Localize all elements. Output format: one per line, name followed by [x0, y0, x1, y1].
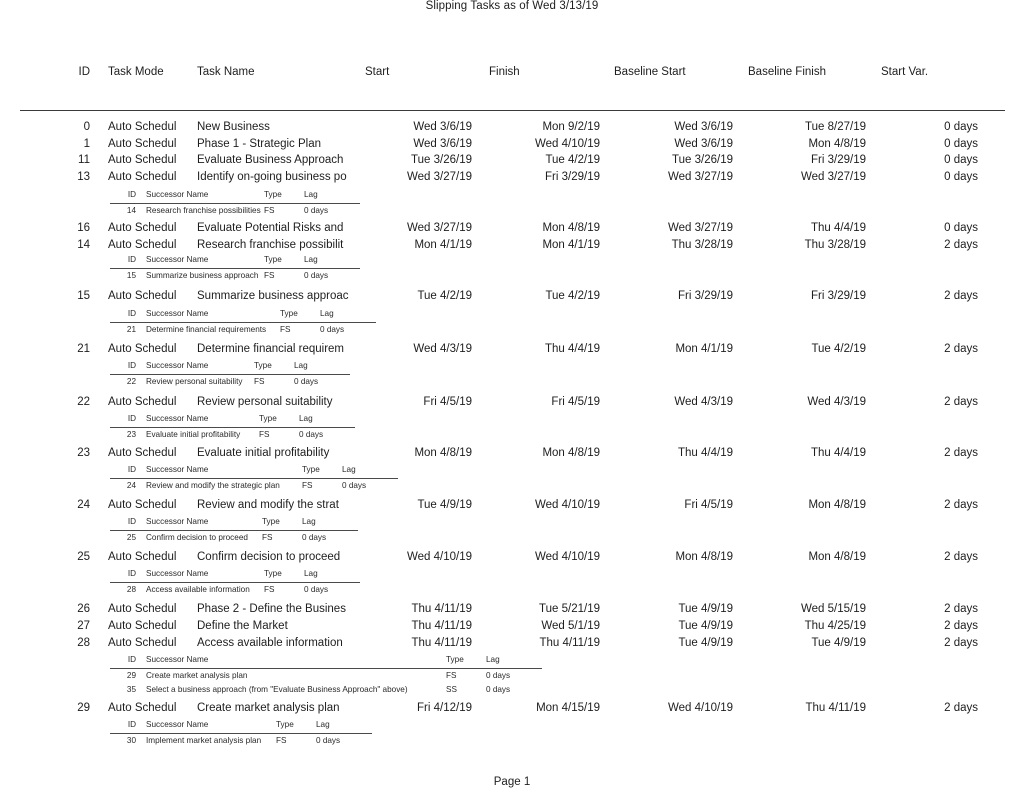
task-finish: Thu 4/11/19 — [539, 637, 600, 649]
task-baseline-finish: Thu 4/25/19 — [804, 620, 866, 632]
task-mode: Auto Schedul — [108, 702, 177, 714]
task-baseline-finish: Mon 4/8/19 — [808, 138, 866, 150]
task-start: Thu 4/11/19 — [411, 603, 472, 615]
task-row[interactable] — [0, 498, 1024, 515]
successor-column-header-name: Successor Name — [146, 255, 209, 264]
successor-lag: 0 days — [304, 585, 329, 594]
task-baseline-start: Fri 3/29/19 — [678, 290, 733, 302]
task-mode: Auto Schedul — [108, 222, 177, 234]
task-name: Identify on-going business po — [197, 171, 347, 183]
successor-column-header-id: ID — [127, 517, 136, 526]
task-id: 26 — [77, 603, 90, 615]
successor-name: Review personal suitability — [146, 377, 243, 386]
successor-table-header — [110, 188, 360, 204]
successor-column-header-name: Successor Name — [146, 569, 209, 578]
task-start-var: 2 days — [944, 620, 978, 632]
successor-lag: 0 days — [486, 685, 511, 694]
successor-table-header — [110, 253, 360, 269]
task-start: Thu 4/11/19 — [411, 637, 472, 649]
task-baseline-start: Fri 4/5/19 — [684, 499, 733, 511]
task-start-var: 0 days — [944, 171, 978, 183]
task-start-var: 0 days — [944, 121, 978, 133]
column-header-task-name: Task Name — [197, 66, 255, 78]
task-finish: Wed 4/10/19 — [534, 551, 600, 563]
successor-type: FS — [262, 533, 273, 542]
task-finish: Fri 3/29/19 — [545, 171, 600, 183]
task-baseline-finish: Wed 5/15/19 — [800, 603, 866, 615]
successor-id: 15 — [126, 271, 136, 280]
successor-column-header-type: Type — [254, 361, 272, 370]
successor-column-header-name: Successor Name — [146, 414, 209, 423]
successor-table — [110, 567, 360, 597]
task-baseline-start: Wed 3/6/19 — [674, 121, 733, 133]
successor-name: Summarize business approach — [146, 271, 259, 280]
task-mode: Auto Schedul — [108, 396, 177, 408]
task-id: 14 — [77, 239, 90, 251]
successor-table — [110, 515, 358, 545]
successor-row[interactable] — [110, 583, 360, 597]
task-baseline-finish: Thu 4/11/19 — [805, 702, 866, 714]
successor-name: Determine financial requirements — [146, 325, 267, 334]
successor-name: Evaluate initial profitability — [146, 430, 241, 439]
task-baseline-start: Mon 4/1/19 — [675, 343, 733, 355]
task-baseline-finish: Tue 4/9/19 — [811, 637, 866, 649]
task-name: Evaluate Business Approach — [197, 154, 344, 166]
task-mode: Auto Schedul — [108, 239, 177, 251]
task-row[interactable] — [0, 137, 1024, 154]
task-baseline-finish: Wed 4/3/19 — [807, 396, 866, 408]
task-start-var: 2 days — [944, 499, 978, 511]
task-baseline-start: Wed 3/27/19 — [667, 222, 733, 234]
successor-column-header-name: Successor Name — [146, 517, 209, 526]
successor-table-header — [110, 307, 376, 323]
successor-type: FS — [254, 377, 265, 386]
successor-row[interactable] — [110, 269, 360, 283]
task-id: 1 — [83, 138, 90, 150]
task-finish: Mon 4/8/19 — [542, 447, 600, 459]
task-row[interactable] — [0, 446, 1024, 463]
successor-row[interactable] — [110, 734, 372, 748]
task-name: Phase 1 - Strategic Plan — [197, 138, 322, 150]
successor-table — [110, 412, 355, 442]
task-id: 11 — [78, 154, 90, 166]
successor-column-header-type: Type — [446, 655, 464, 664]
task-row[interactable] — [0, 636, 1024, 653]
successor-table-header — [110, 515, 358, 531]
successor-id: 25 — [126, 533, 136, 542]
successor-lag: 0 days — [342, 481, 367, 490]
task-start-var: 2 days — [944, 396, 978, 408]
task-baseline-start: Tue 4/9/19 — [678, 637, 733, 649]
task-start: Thu 4/11/19 — [411, 620, 472, 632]
successor-table-header — [110, 718, 372, 734]
successor-column-header-lag: Lag — [342, 465, 356, 474]
successor-column-header-type: Type — [262, 517, 280, 526]
successor-row[interactable] — [110, 669, 542, 683]
task-row[interactable] — [0, 153, 1024, 170]
successor-column-header-type: Type — [302, 465, 320, 474]
task-baseline-start: Tue 3/26/19 — [672, 154, 733, 166]
task-name: Research franchise possibilit — [197, 239, 344, 251]
task-id: 23 — [77, 447, 90, 459]
successor-table — [110, 718, 372, 748]
task-start-var: 2 days — [944, 343, 978, 355]
task-finish: Mon 4/15/19 — [536, 702, 600, 714]
successor-id: 14 — [126, 206, 136, 215]
task-mode: Auto Schedul — [108, 637, 177, 649]
successor-column-header-id: ID — [127, 465, 136, 474]
task-baseline-finish: Mon 4/8/19 — [808, 499, 866, 511]
task-baseline-start: Wed 3/27/19 — [667, 171, 733, 183]
task-row[interactable] — [0, 395, 1024, 412]
successor-row[interactable] — [110, 204, 360, 218]
successor-column-header-name: Successor Name — [146, 361, 209, 370]
task-baseline-start: Wed 4/10/19 — [667, 702, 733, 714]
successor-type: FS — [264, 206, 275, 215]
task-name: Evaluate initial profitability — [197, 447, 330, 459]
task-name: Summarize business approac — [197, 290, 349, 302]
task-baseline-finish: Wed 3/27/19 — [800, 171, 866, 183]
column-header-baseline-start: Baseline Start — [614, 66, 686, 78]
task-name: Phase 2 - Define the Busines — [197, 603, 346, 615]
task-finish: Tue 4/2/19 — [545, 154, 600, 166]
successor-table — [110, 653, 542, 697]
task-finish: Wed 4/10/19 — [534, 138, 600, 150]
task-finish: Thu 4/4/19 — [545, 343, 600, 355]
successor-column-header-lag: Lag — [302, 517, 316, 526]
successor-name: Select a business approach (from "Evaluate Business Approach" above) — [146, 685, 408, 694]
successor-table — [110, 359, 350, 389]
successor-column-header-name: Successor Name — [146, 465, 209, 474]
task-name: Review personal suitability — [197, 396, 333, 408]
successor-id: 24 — [126, 481, 136, 490]
successor-table-header — [110, 463, 398, 479]
successor-column-header-id: ID — [127, 190, 136, 199]
successor-id: 28 — [126, 585, 136, 594]
successor-lag: 0 days — [304, 271, 329, 280]
task-row[interactable] — [0, 619, 1024, 636]
task-baseline-finish: Thu 4/4/19 — [811, 447, 866, 459]
task-finish: Tue 5/21/19 — [539, 603, 600, 615]
successor-row[interactable] — [110, 428, 355, 442]
task-start-var: 2 days — [944, 702, 978, 714]
task-mode: Auto Schedul — [108, 290, 177, 302]
task-start-var: 2 days — [944, 447, 978, 459]
task-baseline-start: Mon 4/8/19 — [675, 551, 733, 563]
task-name: Access available information — [197, 637, 343, 649]
successor-lag: 0 days — [302, 533, 327, 542]
task-start: Mon 4/1/19 — [414, 239, 472, 251]
successor-column-header-name: Successor Name — [146, 655, 209, 664]
task-row[interactable] — [0, 221, 1024, 238]
task-id: 16 — [77, 222, 90, 234]
task-baseline-finish: Mon 4/8/19 — [808, 551, 866, 563]
successor-name: Confirm decision to proceed — [146, 533, 248, 542]
successor-column-header-lag: Lag — [486, 655, 500, 664]
task-row[interactable] — [0, 120, 1024, 137]
successor-id: 30 — [126, 736, 136, 745]
task-start-var: 2 days — [944, 551, 978, 563]
column-header-baseline-finish: Baseline Finish — [748, 66, 826, 78]
task-baseline-finish: Tue 4/2/19 — [811, 343, 866, 355]
successor-table-header — [110, 567, 360, 583]
task-start-var: 0 days — [944, 138, 978, 150]
successor-column-header-type: Type — [280, 309, 298, 318]
task-finish: Mon 9/2/19 — [542, 121, 600, 133]
successor-column-header-lag: Lag — [294, 361, 308, 370]
successor-type: FS — [302, 481, 313, 490]
successor-row[interactable] — [110, 683, 542, 697]
task-name: Review and modify the strat — [197, 499, 339, 511]
task-finish: Fri 4/5/19 — [551, 396, 600, 408]
task-baseline-start: Tue 4/9/19 — [678, 620, 733, 632]
task-name: Create market analysis plan — [197, 702, 340, 714]
task-baseline-finish: Tue 8/27/19 — [805, 121, 866, 133]
successor-row[interactable] — [110, 531, 358, 545]
task-start: Wed 3/27/19 — [406, 171, 472, 183]
successor-column-header-name: Successor Name — [146, 309, 209, 318]
task-mode: Auto Schedul — [108, 121, 177, 133]
successor-column-header-lag: Lag — [316, 720, 330, 729]
task-mode: Auto Schedul — [108, 171, 177, 183]
task-start: Wed 4/10/19 — [406, 551, 472, 563]
task-mode: Auto Schedul — [108, 343, 177, 355]
task-name: New Business — [197, 121, 270, 133]
successor-column-header-type: Type — [264, 190, 282, 199]
successor-name: Implement market analysis plan — [146, 736, 262, 745]
task-id: 21 — [77, 343, 90, 355]
task-id: 13 — [77, 171, 90, 183]
successor-column-header-type: Type — [276, 720, 294, 729]
successor-table-header — [110, 359, 350, 375]
successor-column-header-lag: Lag — [304, 569, 318, 578]
successor-column-header-lag: Lag — [320, 309, 334, 318]
successor-name: Access available information — [146, 585, 250, 594]
task-mode: Auto Schedul — [108, 620, 177, 632]
successor-type: FS — [264, 271, 275, 280]
task-row[interactable] — [0, 170, 1024, 187]
task-id: 25 — [77, 551, 90, 563]
successor-id: 21 — [126, 325, 136, 334]
task-baseline-start: Tue 4/9/19 — [678, 603, 733, 615]
successor-column-header-id: ID — [127, 720, 136, 729]
task-start: Tue 4/9/19 — [417, 499, 472, 511]
task-baseline-start: Wed 3/6/19 — [674, 138, 733, 150]
successor-lag: 0 days — [320, 325, 345, 334]
task-baseline-finish: Fri 3/29/19 — [811, 290, 866, 302]
column-header-task-mode: Task Mode — [108, 66, 164, 78]
task-baseline-finish: Fri 3/29/19 — [811, 154, 866, 166]
task-mode: Auto Schedul — [108, 154, 177, 166]
successor-table — [110, 307, 376, 337]
report-title: Slipping Tasks as of Wed 3/13/19 — [425, 0, 599, 12]
successor-column-header-id: ID — [127, 414, 136, 423]
task-start-var: 0 days — [944, 154, 978, 166]
successor-column-header-lag: Lag — [304, 255, 318, 264]
column-header-start: Start — [365, 66, 390, 78]
successor-type: FS — [276, 736, 287, 745]
task-start-var: 2 days — [944, 637, 978, 649]
task-start-var: 0 days — [944, 222, 978, 234]
successor-type: FS — [446, 671, 457, 680]
successor-table-header — [110, 653, 542, 669]
successor-column-header-id: ID — [127, 309, 136, 318]
task-id: 27 — [77, 620, 90, 632]
task-start: Wed 3/6/19 — [413, 138, 472, 150]
successor-lag: 0 days — [299, 430, 324, 439]
successor-column-header-id: ID — [127, 255, 136, 264]
page-footer: Page 1 — [493, 776, 531, 788]
task-mode: Auto Schedul — [108, 499, 177, 511]
task-id: 0 — [83, 121, 90, 133]
successor-id: 22 — [126, 377, 136, 386]
task-start: Wed 3/27/19 — [406, 222, 472, 234]
task-baseline-start: Wed 4/3/19 — [674, 396, 733, 408]
task-id: 24 — [77, 499, 90, 511]
successor-column-header-lag: Lag — [299, 414, 313, 423]
column-header-finish: Finish — [489, 66, 520, 78]
successor-name: Review and modify the strategic plan — [146, 481, 280, 490]
task-id: 29 — [77, 702, 90, 714]
successor-name: Create market analysis plan — [146, 671, 248, 680]
successor-name: Research franchise possibilities — [146, 206, 261, 215]
successor-type: FS — [264, 585, 275, 594]
successor-type: FS — [280, 325, 291, 334]
successor-column-header-name: Successor Name — [146, 190, 209, 199]
successor-row[interactable] — [110, 375, 350, 389]
task-finish: Mon 4/1/19 — [542, 239, 600, 251]
task-start-var: 2 days — [944, 290, 978, 302]
task-mode: Auto Schedul — [108, 447, 177, 459]
task-id: 15 — [77, 290, 90, 302]
successor-type: SS — [446, 685, 457, 694]
task-start: Fri 4/5/19 — [423, 396, 472, 408]
successor-lag: 0 days — [316, 736, 341, 745]
successor-lag: 0 days — [304, 206, 329, 215]
task-row[interactable] — [0, 602, 1024, 619]
successor-column-header-id: ID — [127, 655, 136, 664]
successor-table — [110, 463, 398, 493]
successor-row[interactable] — [110, 323, 376, 337]
task-start: Tue 3/26/19 — [411, 154, 472, 166]
task-baseline-finish: Thu 3/28/19 — [804, 239, 866, 251]
task-mode: Auto Schedul — [108, 138, 177, 150]
successor-column-header-id: ID — [127, 361, 136, 370]
successor-lag: 0 days — [294, 377, 319, 386]
task-baseline-start: Thu 4/4/19 — [678, 447, 733, 459]
successor-column-header-type: Type — [259, 414, 277, 423]
task-row[interactable] — [0, 701, 1024, 718]
task-start: Mon 4/8/19 — [414, 447, 472, 459]
successor-table — [110, 188, 360, 218]
column-header-id: ID — [78, 66, 90, 78]
task-name: Define the Market — [197, 620, 288, 632]
task-start: Tue 4/2/19 — [417, 290, 472, 302]
task-name: Evaluate Potential Risks and — [197, 222, 344, 234]
task-start-var: 2 days — [944, 603, 978, 615]
successor-id: 23 — [126, 430, 136, 439]
successor-column-header-lag: Lag — [304, 190, 318, 199]
successor-id: 29 — [126, 671, 136, 680]
successor-column-header-type: Type — [264, 255, 282, 264]
task-baseline-start: Thu 3/28/19 — [671, 239, 733, 251]
task-row[interactable] — [0, 289, 1024, 306]
task-finish: Mon 4/8/19 — [542, 222, 600, 234]
task-finish: Wed 5/1/19 — [541, 620, 600, 632]
task-mode: Auto Schedul — [108, 603, 177, 615]
task-row[interactable] — [0, 550, 1024, 567]
task-baseline-finish: Thu 4/4/19 — [811, 222, 866, 234]
task-start-var: 2 days — [944, 239, 978, 251]
task-finish: Wed 4/10/19 — [534, 499, 600, 511]
task-start: Wed 3/6/19 — [413, 121, 472, 133]
column-header-start-var: Start Var. — [881, 66, 929, 78]
successor-id: 35 — [126, 685, 136, 694]
successor-table — [110, 253, 360, 283]
successor-column-header-id: ID — [127, 569, 136, 578]
successor-row[interactable] — [110, 479, 398, 493]
successor-table-header — [110, 412, 355, 428]
task-id: 22 — [77, 396, 90, 408]
successor-column-header-name: Successor Name — [146, 720, 209, 729]
task-start: Wed 4/3/19 — [413, 343, 472, 355]
task-name: Confirm decision to proceed — [197, 551, 341, 563]
task-mode: Auto Schedul — [108, 551, 177, 563]
task-row[interactable] — [0, 342, 1024, 359]
successor-type: FS — [259, 430, 270, 439]
task-id: 28 — [77, 637, 90, 649]
task-start: Fri 4/12/19 — [417, 702, 472, 714]
successor-lag: 0 days — [486, 671, 511, 680]
task-name: Determine financial requirem — [197, 343, 345, 355]
successor-column-header-type: Type — [264, 569, 282, 578]
task-finish: Tue 4/2/19 — [545, 290, 600, 302]
